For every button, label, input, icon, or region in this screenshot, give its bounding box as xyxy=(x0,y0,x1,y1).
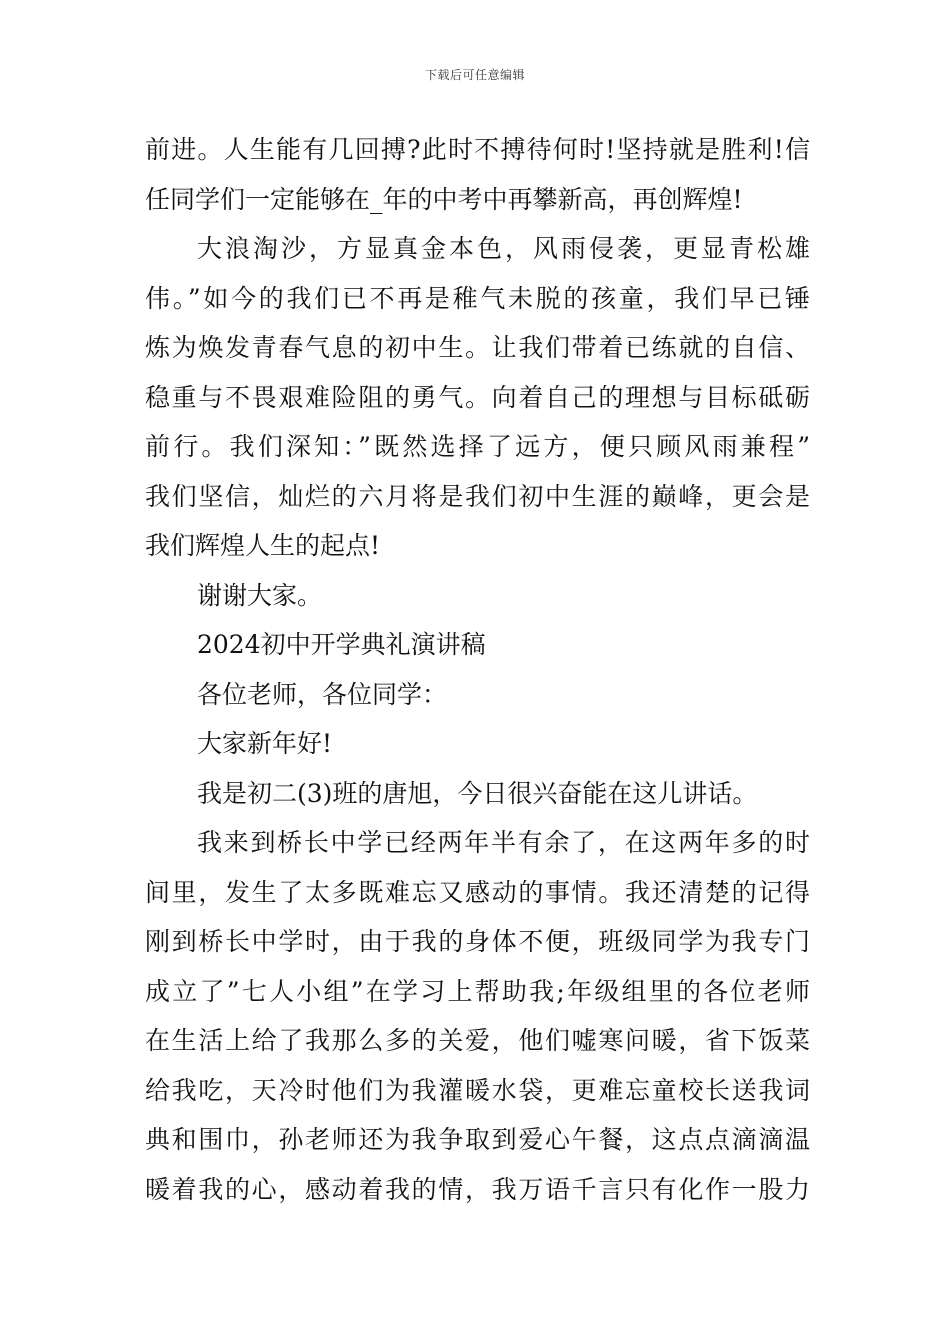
paragraph-line: 前进。人生能有几回搏?此时不搏待何时!坚持就是胜利!信 xyxy=(145,135,810,164)
paragraph-line: 成立了”七人小组”在学习上帮助我;年级组里的各位老师 xyxy=(145,976,810,1006)
section-title: 2024初中开学典礼演讲稿 xyxy=(197,630,486,659)
paragraph-line: 间里，发生了太多既难忘又感动的事情。我还清楚的记得 xyxy=(145,877,810,907)
paragraph-line: 任同学们一定能够在_年的中考中再攀新高，再创辉煌! xyxy=(145,184,743,214)
paragraph-line: 前行。我们深知：”既然选择了远方，便只顾风雨兼程” xyxy=(145,432,810,461)
paragraph-line: 谢谢大家。 xyxy=(197,580,323,610)
paragraph-line: 我是初二(3)班的唐旭，今日很兴奋能在这儿讲话。 xyxy=(197,778,758,808)
paragraph-line: 我来到桥长中学已经两年半有余了，在这两年多的时 xyxy=(197,828,810,857)
paragraph-line: 炼为焕发青春气息的初中生。让我们带着已练就的自信、 xyxy=(145,333,810,362)
paragraph-line: 稳重与不畏艰难险阻的勇气。向着自己的理想与目标砥砺 xyxy=(145,382,810,412)
paragraph-line: 在生活上给了我那么多的关爱，他们嘘寒问暖，省下饭菜 xyxy=(145,1026,810,1055)
paragraph-line: 典和围巾，孙老师还为我争取到爱心午餐，这点点滴滴温 xyxy=(145,1125,810,1154)
salutation: 各位老师，各位同学： xyxy=(197,679,448,709)
paragraph-line: 伟。”如今的我们已不再是稚气未脱的孩童，我们早已锤 xyxy=(145,283,810,313)
paragraph-line: 我们辉煌人生的起点! xyxy=(145,531,381,560)
body-text xyxy=(145,125,810,1214)
paragraph-line: 我们坚信，灿烂的六月将是我们初中生涯的巅峰，更会是 xyxy=(145,481,810,511)
paragraph-line: 给我吃，天冷时他们为我灌暖水袋，更难忘童校长送我词 xyxy=(145,1075,810,1105)
greeting: 大家新年好! xyxy=(197,729,333,758)
page-header: 下载后可任意编辑 xyxy=(424,68,525,82)
paragraph-line: 刚到桥长中学时，由于我的身体不便，班级同学为我专门 xyxy=(145,927,810,956)
paragraph-line: 暖着我的心，感动着我的情，我万语千言只有化作一股力 xyxy=(145,1174,810,1204)
paragraph-line: 大浪淘沙，方显真金本色，风雨侵袭，更显青松雄 xyxy=(197,234,810,263)
